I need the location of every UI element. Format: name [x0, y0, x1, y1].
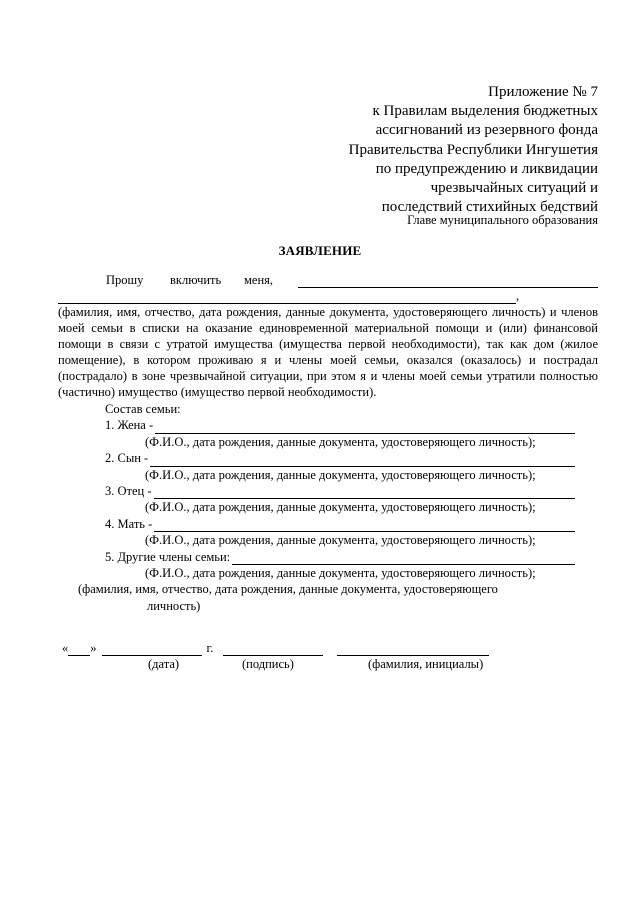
signature-caption: (подпись) — [242, 657, 294, 671]
date-close-quote: » — [90, 641, 97, 655]
appendix-line: чрезвычайных ситуаций и — [430, 180, 598, 197]
family-member-row — [105, 516, 575, 532]
signature-blank[interactable] — [223, 643, 323, 656]
family-member-note: (Ф.И.О., дата рождения, данные документа, удостоверяющего личность); — [145, 533, 536, 548]
appendix-line: Приложение № 7 — [488, 84, 598, 100]
appendix-line: ассигнований из резервного фонда — [375, 122, 598, 139]
applicant-note-cont: личность) — [147, 598, 201, 613]
line-end-comma: , — [516, 289, 520, 303]
request-first-line — [58, 272, 598, 288]
date-day-blank[interactable] — [68, 643, 90, 656]
family-member-row — [105, 417, 575, 433]
signature-row — [62, 640, 522, 656]
year-suffix: г. — [206, 641, 214, 655]
request-body — [58, 272, 598, 400]
family-member-label: 3. Отец - — [105, 484, 152, 499]
family-member-blank[interactable] — [154, 519, 575, 532]
date-caption: (дата) — [148, 657, 180, 671]
family-member-blank[interactable] — [232, 552, 575, 565]
family-member-row — [105, 549, 575, 565]
request-word-2: включить — [170, 273, 222, 287]
family-heading: Состав семьи: — [105, 402, 181, 416]
family-member-label: 4. Мать - — [105, 516, 153, 531]
family-member-blank[interactable] — [154, 486, 575, 499]
addressee: Главе муниципального образования — [407, 213, 598, 227]
request-paragraph: (фамилия, имя, отчество, дата рождения, данные документа, удостоверяющего личность) и членов моей семьи в списки на оказание единовременной материальной помощи и (или) финансовой помощи в связи с утратой имущества (имущества первой необходимости), так как дом (жилое помещение), в котором проживаю я и члены моей семьи, оказался (оказалось) и пострадал (пострадало) в зоне чрезвычайной ситуации, при этом я и члены моей семьи утратили полностью (частично) имущество (имущество первой необходимости). — [58, 305, 598, 399]
family-member-note: (Ф.И.О., дата рождения, данные документа, удостоверяющего личность); — [145, 434, 536, 449]
date-open-quote: « — [62, 641, 69, 655]
family-member-note: (Ф.И.О., дата рождения, данные документа, удостоверяющего личность); — [145, 566, 536, 581]
family-member-blank[interactable] — [150, 454, 575, 467]
family-member-note: (Ф.И.О., дата рождения, данные документа, удостоверяющего личность); — [145, 500, 536, 515]
full-name-blank[interactable] — [337, 643, 489, 656]
request-word-3: меня, — [244, 273, 274, 287]
name-caption: (фамилия, инициалы) — [368, 657, 484, 671]
family-member-label: 1. Жена - — [105, 418, 154, 433]
family-member-row — [105, 450, 575, 466]
family-member-label: 5. Другие члены семьи: — [105, 549, 231, 564]
document-title: ЗАЯВЛЕНИЕ — [278, 243, 362, 258]
family-member-blank[interactable] — [155, 421, 575, 434]
request-second-line — [58, 288, 598, 304]
signature-block — [62, 640, 522, 672]
request-word-1: Прошу — [106, 273, 144, 287]
family-member-row — [105, 483, 575, 499]
signature-captions — [62, 656, 522, 672]
family-member-label: 2. Сын - — [105, 451, 149, 466]
appendix-line: по предупреждению и ликвидации — [375, 160, 598, 177]
applicant-note: (фамилия, имя, отчество, дата рождения, данные документа, удостоверяющего — [78, 582, 498, 597]
appendix-line: Правительства Республики Ингушетия — [348, 141, 598, 158]
applicant-name-blank-2[interactable] — [58, 291, 516, 304]
applicant-name-blank[interactable] — [298, 275, 598, 288]
family-member-note: (Ф.И.О., дата рождения, данные документа, удостоверяющего личность); — [145, 467, 536, 482]
date-month-blank[interactable] — [102, 643, 202, 656]
family-composition — [78, 401, 575, 614]
appendix-line: к Правилам выделения бюджетных — [372, 103, 598, 120]
appendix-header — [349, 83, 598, 217]
appendix-line: последствий стихийных бедствий — [381, 199, 598, 216]
